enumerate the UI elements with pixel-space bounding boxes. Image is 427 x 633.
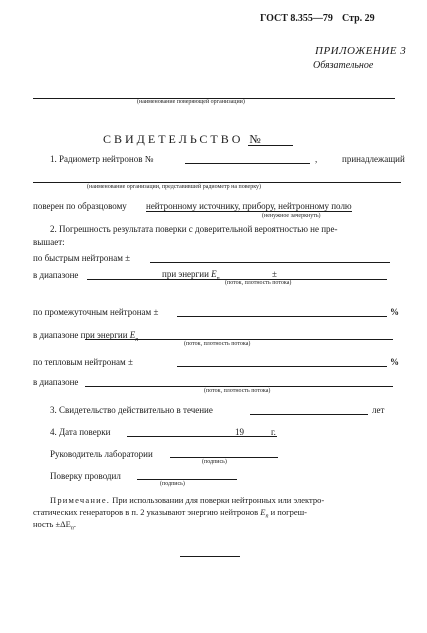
thermal-neutrons-label: по тепловым нейтронам ± bbox=[33, 357, 133, 367]
lab-head-sign-line bbox=[170, 457, 278, 458]
note-line-3: ность $\pm\Delta E_п$. bbox=[33, 519, 76, 532]
range-label-1: в диапазоне bbox=[33, 270, 79, 280]
certificate-number-line bbox=[248, 145, 293, 146]
appendix-title: ПРИЛОЖЕНИЕ 3 bbox=[315, 45, 407, 57]
item1-belonging: принадлежащий bbox=[342, 154, 405, 164]
verifier-sign-caption: (подпись) bbox=[160, 481, 185, 487]
item2-line2: вышает: bbox=[33, 237, 65, 247]
note-line-1: Примечание. При использовании для поверки нейтронных или электро- bbox=[50, 495, 325, 505]
flux-caption-2: (поток, плотность потока) bbox=[184, 341, 251, 347]
intermediate-line bbox=[177, 316, 387, 317]
item1-comma: , bbox=[315, 154, 318, 164]
bottom-divider bbox=[180, 556, 240, 557]
validity-line bbox=[250, 414, 368, 415]
owner-org-caption: (наименование организации, представившей радиометр на поверку) bbox=[87, 184, 262, 190]
item1-label: 1. Радиометр нейтронов № bbox=[50, 154, 154, 164]
year-line bbox=[248, 436, 268, 437]
thermal-line bbox=[177, 366, 387, 367]
year-suffix: г. bbox=[271, 427, 276, 437]
range-line-2 bbox=[85, 339, 393, 340]
verifier-sign-line bbox=[137, 479, 237, 480]
item2-line1: 2. Погрешность результата поверки с доверительной вероятностью не пре- bbox=[50, 224, 338, 234]
lab-head-label: Руководитель лаборатории bbox=[50, 449, 153, 459]
flux-caption-1: (поток, плотность потока) bbox=[225, 280, 292, 286]
note-label: Примечание. bbox=[50, 495, 111, 505]
range-energy-label: в диапазоне при энергии $E_п$ bbox=[33, 330, 139, 343]
strike-caption: (ненужное зачеркнуть) bbox=[262, 213, 321, 219]
years-label: лет bbox=[372, 405, 385, 415]
intermediate-neutrons-label: по промежуточным нейтронам ± bbox=[33, 307, 159, 317]
verification-options: нейтронному источнику, прибору, нейтронному полю bbox=[146, 201, 352, 211]
page-number: Стр. 29 bbox=[342, 13, 375, 24]
item4-label: 4. Дата поверки bbox=[50, 427, 111, 437]
year-prefix: 19 bbox=[235, 427, 244, 437]
range-line-3 bbox=[85, 386, 393, 387]
plus-minus-1: ± bbox=[272, 269, 277, 279]
certificate-title: СВИДЕТЕЛЬСТВО № bbox=[103, 132, 264, 146]
org-name-caption: (наименование поверяющей организации) bbox=[137, 99, 245, 105]
fast-neutrons-label: по быстрым нейтронам ± bbox=[33, 253, 131, 263]
verifier-label: Поверку проводил bbox=[50, 471, 121, 481]
percent-sign-1: % bbox=[390, 307, 399, 317]
fast-neutrons-line bbox=[150, 262, 390, 263]
standard-number: ГОСТ 8.355—79 bbox=[260, 13, 333, 24]
percent-sign-2: % bbox=[390, 357, 399, 367]
verified-prefix: поверен по образцовому bbox=[33, 201, 127, 211]
owner-org-line bbox=[33, 182, 401, 183]
lab-head-sign-caption: (подпись) bbox=[202, 459, 227, 465]
note-line-2: статических генераторов в п. 2 указывают энергию нейтронов $E_п$ и погреш- bbox=[33, 507, 307, 520]
radiometer-number-line bbox=[185, 163, 310, 164]
energy-label-1: при энергии $E_п$ bbox=[162, 269, 220, 282]
range-label-3: в диапазоне bbox=[33, 377, 79, 387]
appendix-status: Обязательное bbox=[313, 60, 374, 71]
flux-caption-3: (поток, плотность потока) bbox=[204, 388, 271, 394]
item3-label: 3. Свидетельство действительно в течение bbox=[50, 405, 213, 415]
